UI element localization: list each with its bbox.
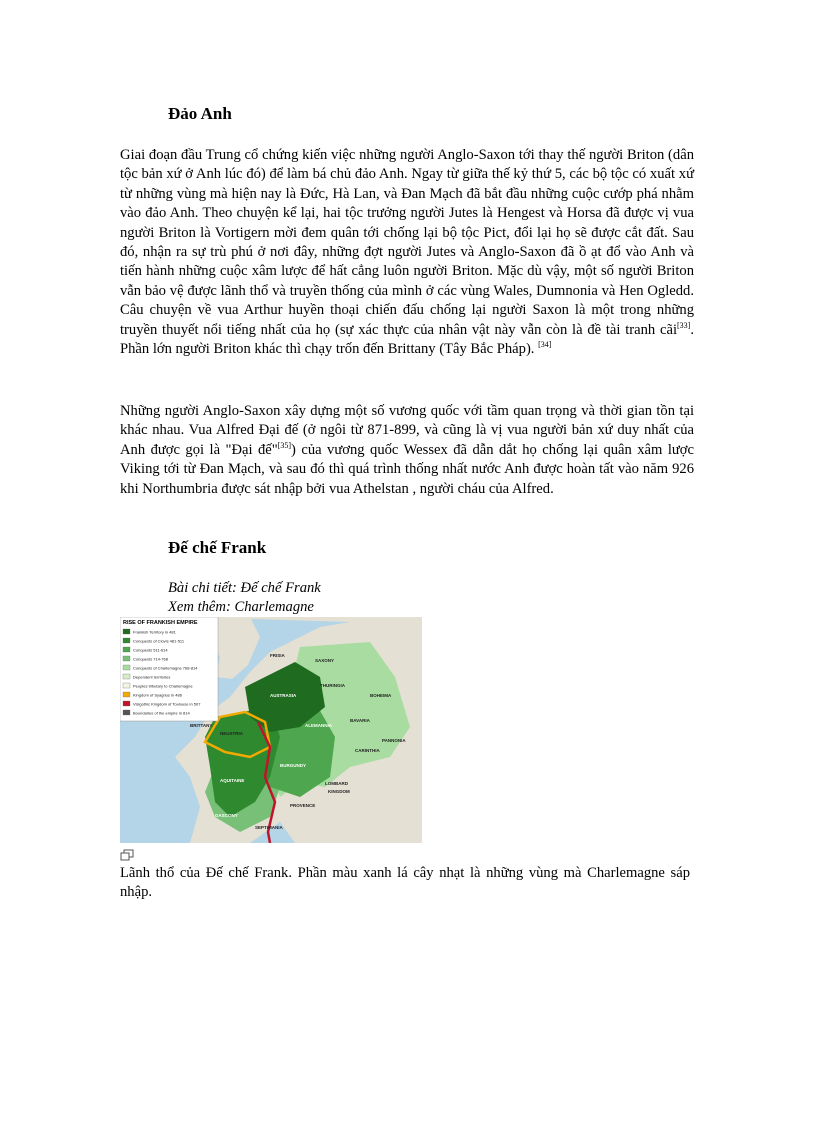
legend-label: Conquests of Charlemagne 768-814 bbox=[133, 665, 198, 671]
label-provence: PROVENCE bbox=[290, 803, 316, 808]
citation-34[interactable]: [34] bbox=[538, 340, 552, 350]
legend-label: Conquests 714-768 bbox=[133, 656, 168, 662]
see-also-link[interactable]: Xem thêm: Charlemagne bbox=[168, 599, 314, 615]
section-heading-dao-anh: Đảo Anh bbox=[168, 104, 232, 123]
legend-label: Visigothic Kingdom of Toulouse in 507 bbox=[133, 701, 201, 707]
paragraph-text: Những người Anglo-Saxon xây dựng một số vương quốc với tầm quan trọng và thời gian tồn tại khác nhau. Vua Alfred Đại đế (ở ngôi từ 871-899, và cũng là vị vua người bản xứ duy nhất của Anh được gọi là "Đại đế" bbox=[120, 403, 694, 458]
citation-35[interactable]: [35] bbox=[277, 440, 292, 450]
main-article-link[interactable]: Bài chi tiết: Đế chế Frank bbox=[168, 580, 321, 596]
label-gascony: GASCONY bbox=[215, 813, 238, 818]
label-aquitaine: AQUITAINE bbox=[220, 778, 245, 783]
map-image bbox=[120, 617, 422, 843]
legend-swatch bbox=[123, 701, 130, 706]
legend-swatch bbox=[123, 656, 130, 661]
label-burgundy: BURGUNDY bbox=[280, 763, 307, 768]
paragraph-kingdoms bbox=[120, 402, 694, 499]
legend-label: Kingdom of Syagrius in 486 bbox=[133, 692, 182, 698]
paragraph-anglo-saxon bbox=[120, 146, 694, 359]
map-title: RISE OF FRANKISH EMPIRE bbox=[123, 620, 198, 626]
legend-swatch bbox=[123, 710, 130, 715]
label-lombard: LOMBARD bbox=[325, 781, 348, 786]
legend-swatch bbox=[123, 665, 130, 670]
legend-swatch bbox=[123, 629, 130, 634]
label-thuringia: THURINGIA bbox=[320, 683, 345, 688]
label-pannonia: PANNONIA bbox=[382, 738, 406, 743]
label-bavaria: BAVARIA bbox=[350, 718, 370, 723]
frankish-empire-map[interactable] bbox=[120, 617, 422, 843]
legend-label: Conquests of Clovis 481-511 bbox=[133, 638, 185, 644]
paragraph-text: ) của vương quốc Wessex đã dẫn dắt họ chống lại quân xâm lược Viking tới từ Đan Mạch, và sau đó thì quá trình thống nhất nước Anh được hoàn tất vào năm 926 khi Northumbria được sát nhập bởi vua Athelstan , người cháu của Alfred. bbox=[120, 441, 694, 497]
legend-swatch bbox=[123, 692, 130, 697]
label-kingdom: KINGDOM bbox=[328, 789, 350, 794]
label-alemannia: ALEMANNIA bbox=[305, 723, 332, 728]
map-caption: Lãnh thổ của Đế chế Frank. Phần màu xanh lá cây nhạt là những vùng mà Charlemagne sáp nhập. bbox=[120, 865, 690, 901]
legend-label: Conquests 511-614 bbox=[133, 647, 168, 653]
legend-swatch bbox=[123, 674, 130, 679]
label-bohemia: BOHEMIA bbox=[370, 693, 392, 698]
legend-swatch bbox=[123, 647, 130, 652]
label-carinthia: CARINTHIA bbox=[355, 748, 380, 753]
paragraph-text: . Phần lớn người Briton khác thì chạy trốn đến Brittany (Tây Bắc Pháp). bbox=[120, 321, 694, 358]
paragraph-text: Giai đoạn đầu Trung cổ chứng kiến việc những người Anglo-Saxon tới thay thế người Briton (dân tộc bản xứ ở Anh lúc đó) để làm bá chủ đảo Anh. Ngay từ giữa thế kỷ thứ 5, các bộ tộc có xuất xứ từ những vùng mà hiện nay là Đức, Hà Lan, và Đan Mạch đã bắt đầu những cuộc cướp phá nhằm vào đảo Anh. Theo chuyện kể lại, hai tộc trưởng người Jutes là Hengest và Horsa đã được vị vua người Briton là Vortigern mời đem quân tới chống lại bộ tộc Pict, đổi lại họ sẽ được cắt đất. Sau đó, nhận ra sự trù phú ở nơi đây, những đợt người Jutes và Anglo-Saxon đã ồ ạt đổ vào Anh và tiến hành những cuộc xâm lược để hất cẳng luôn người Briton. Mặc dù vậy, một số người Briton vẫn bảo vệ được lãnh thổ và truyền thống của mình ở các vùng Wales, Dumnonia và Hen Ogledd. Câu chuyện về vua Arthur huyền thoại chiến đấu chống lại người Saxon là một trong những truyền thuyết nổi tiếng nhất của họ (sự xác thực của nhân vật này vẫn còn là đề tài tranh cãi bbox=[120, 147, 694, 338]
label-austrasia: AUSTRASIA bbox=[270, 693, 297, 698]
section-heading-frank: Đế chế Frank bbox=[168, 538, 267, 557]
legend-swatch bbox=[123, 683, 130, 688]
label-brittany: BRITTANY bbox=[190, 723, 213, 728]
enlarge-icon[interactable] bbox=[120, 849, 134, 861]
label-saxony: SAXONY bbox=[315, 658, 335, 663]
label-frisia: FRISIA bbox=[270, 653, 285, 658]
legend-label: Boundaries of the empire in 814 bbox=[133, 710, 190, 716]
citation-33[interactable]: [33] bbox=[677, 320, 691, 330]
legend-label: Dependent territories bbox=[133, 674, 171, 680]
legend-label: Frankish Territory in 481 bbox=[133, 629, 176, 635]
legend-swatch bbox=[123, 638, 130, 643]
legend-label: Peoples tributary to Charlemagne bbox=[133, 683, 193, 689]
label-neustria: NEUSTRIA bbox=[220, 731, 244, 736]
label-septimania: SEPTIMANIA bbox=[255, 825, 283, 830]
